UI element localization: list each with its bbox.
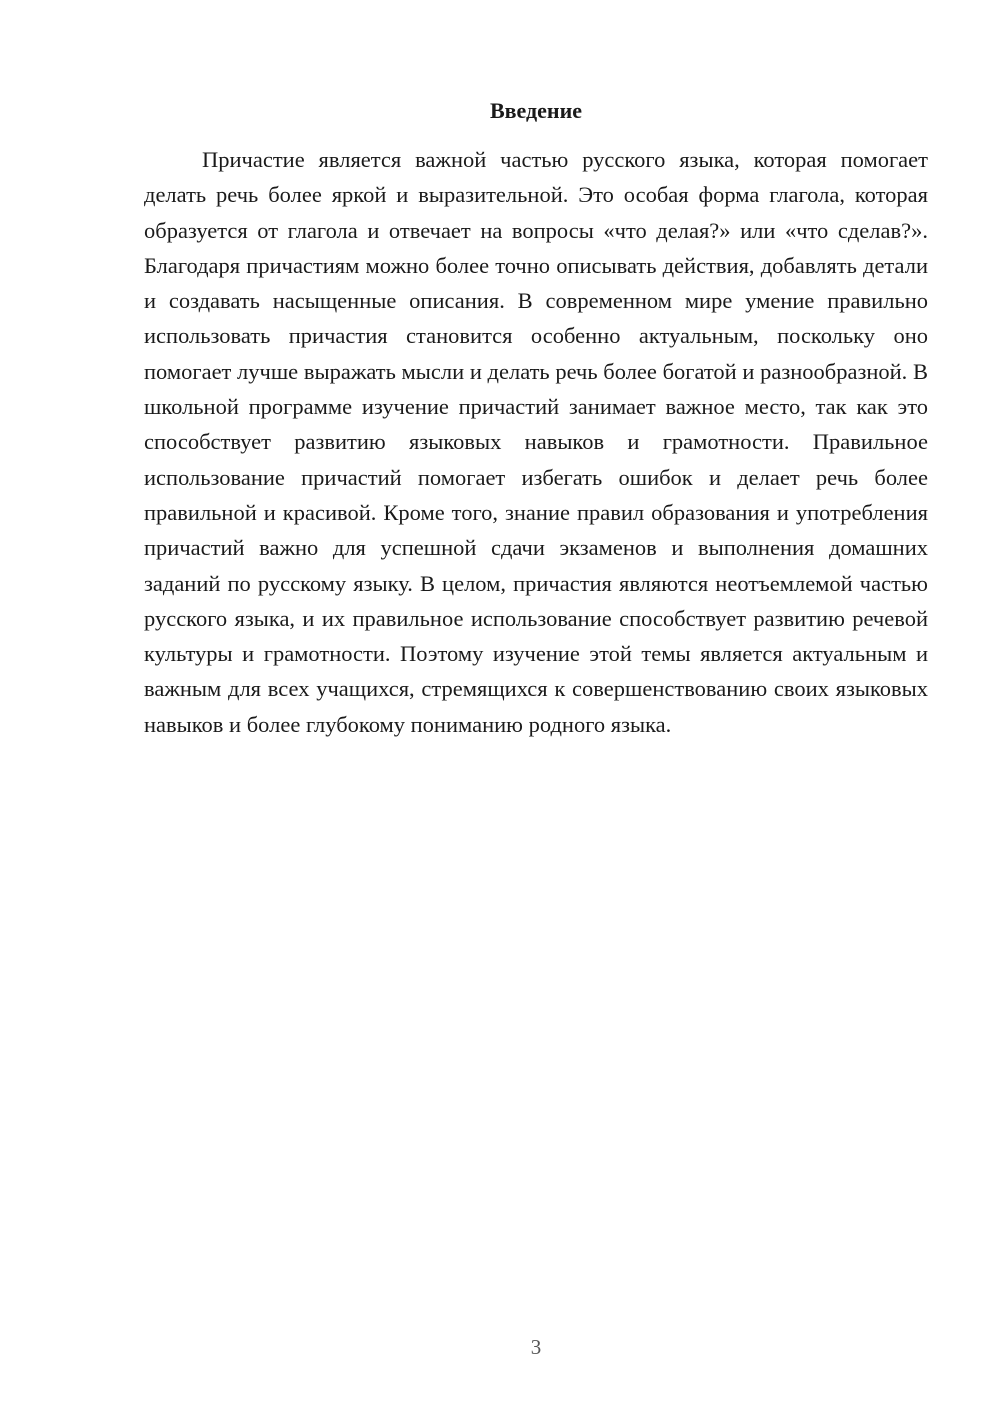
body-paragraph: Причастие является важной частью русского языка, которая помогает делать речь более яркой и выразительной. Это особая форма глагола, которая образуется от глагола и отвечает на вопросы «что делая?» или «что сделав?». Благодаря причастиям можно более точно описывать действия, добавлять детали и создавать насыщенные описания. В современном мире умение правильно использовать причастия становится особенно актуальным, поскольку оно помогает лучше выражать мысли и делать речь более богатой и разнообразной. В школьной программе изучение причастий занимает важное место, так как это способствует развитию языковых навыков и грамотности. Правильное использование причастий помогает избегать ошибок и делает речь более правильной и красивой. Кроме того, знание правил образования и употребления причастий важно для успешной сдачи экзаменов и выполнения домашних заданий по русскому языку. В целом, причастия являются неотъемлемой частью русского языка, и их правильное использование способствует развитию речевой культуры и грамотности. Поэтому изучение этой темы является актуальным и важным для всех учащихся, стремящихся к совершенствованию своих языковых навыков и более глубокому пониманию родного языка. bbox=[144, 147, 928, 737]
section-heading: Введение bbox=[489, 98, 583, 123]
page-number: 3 bbox=[530, 1335, 542, 1359]
